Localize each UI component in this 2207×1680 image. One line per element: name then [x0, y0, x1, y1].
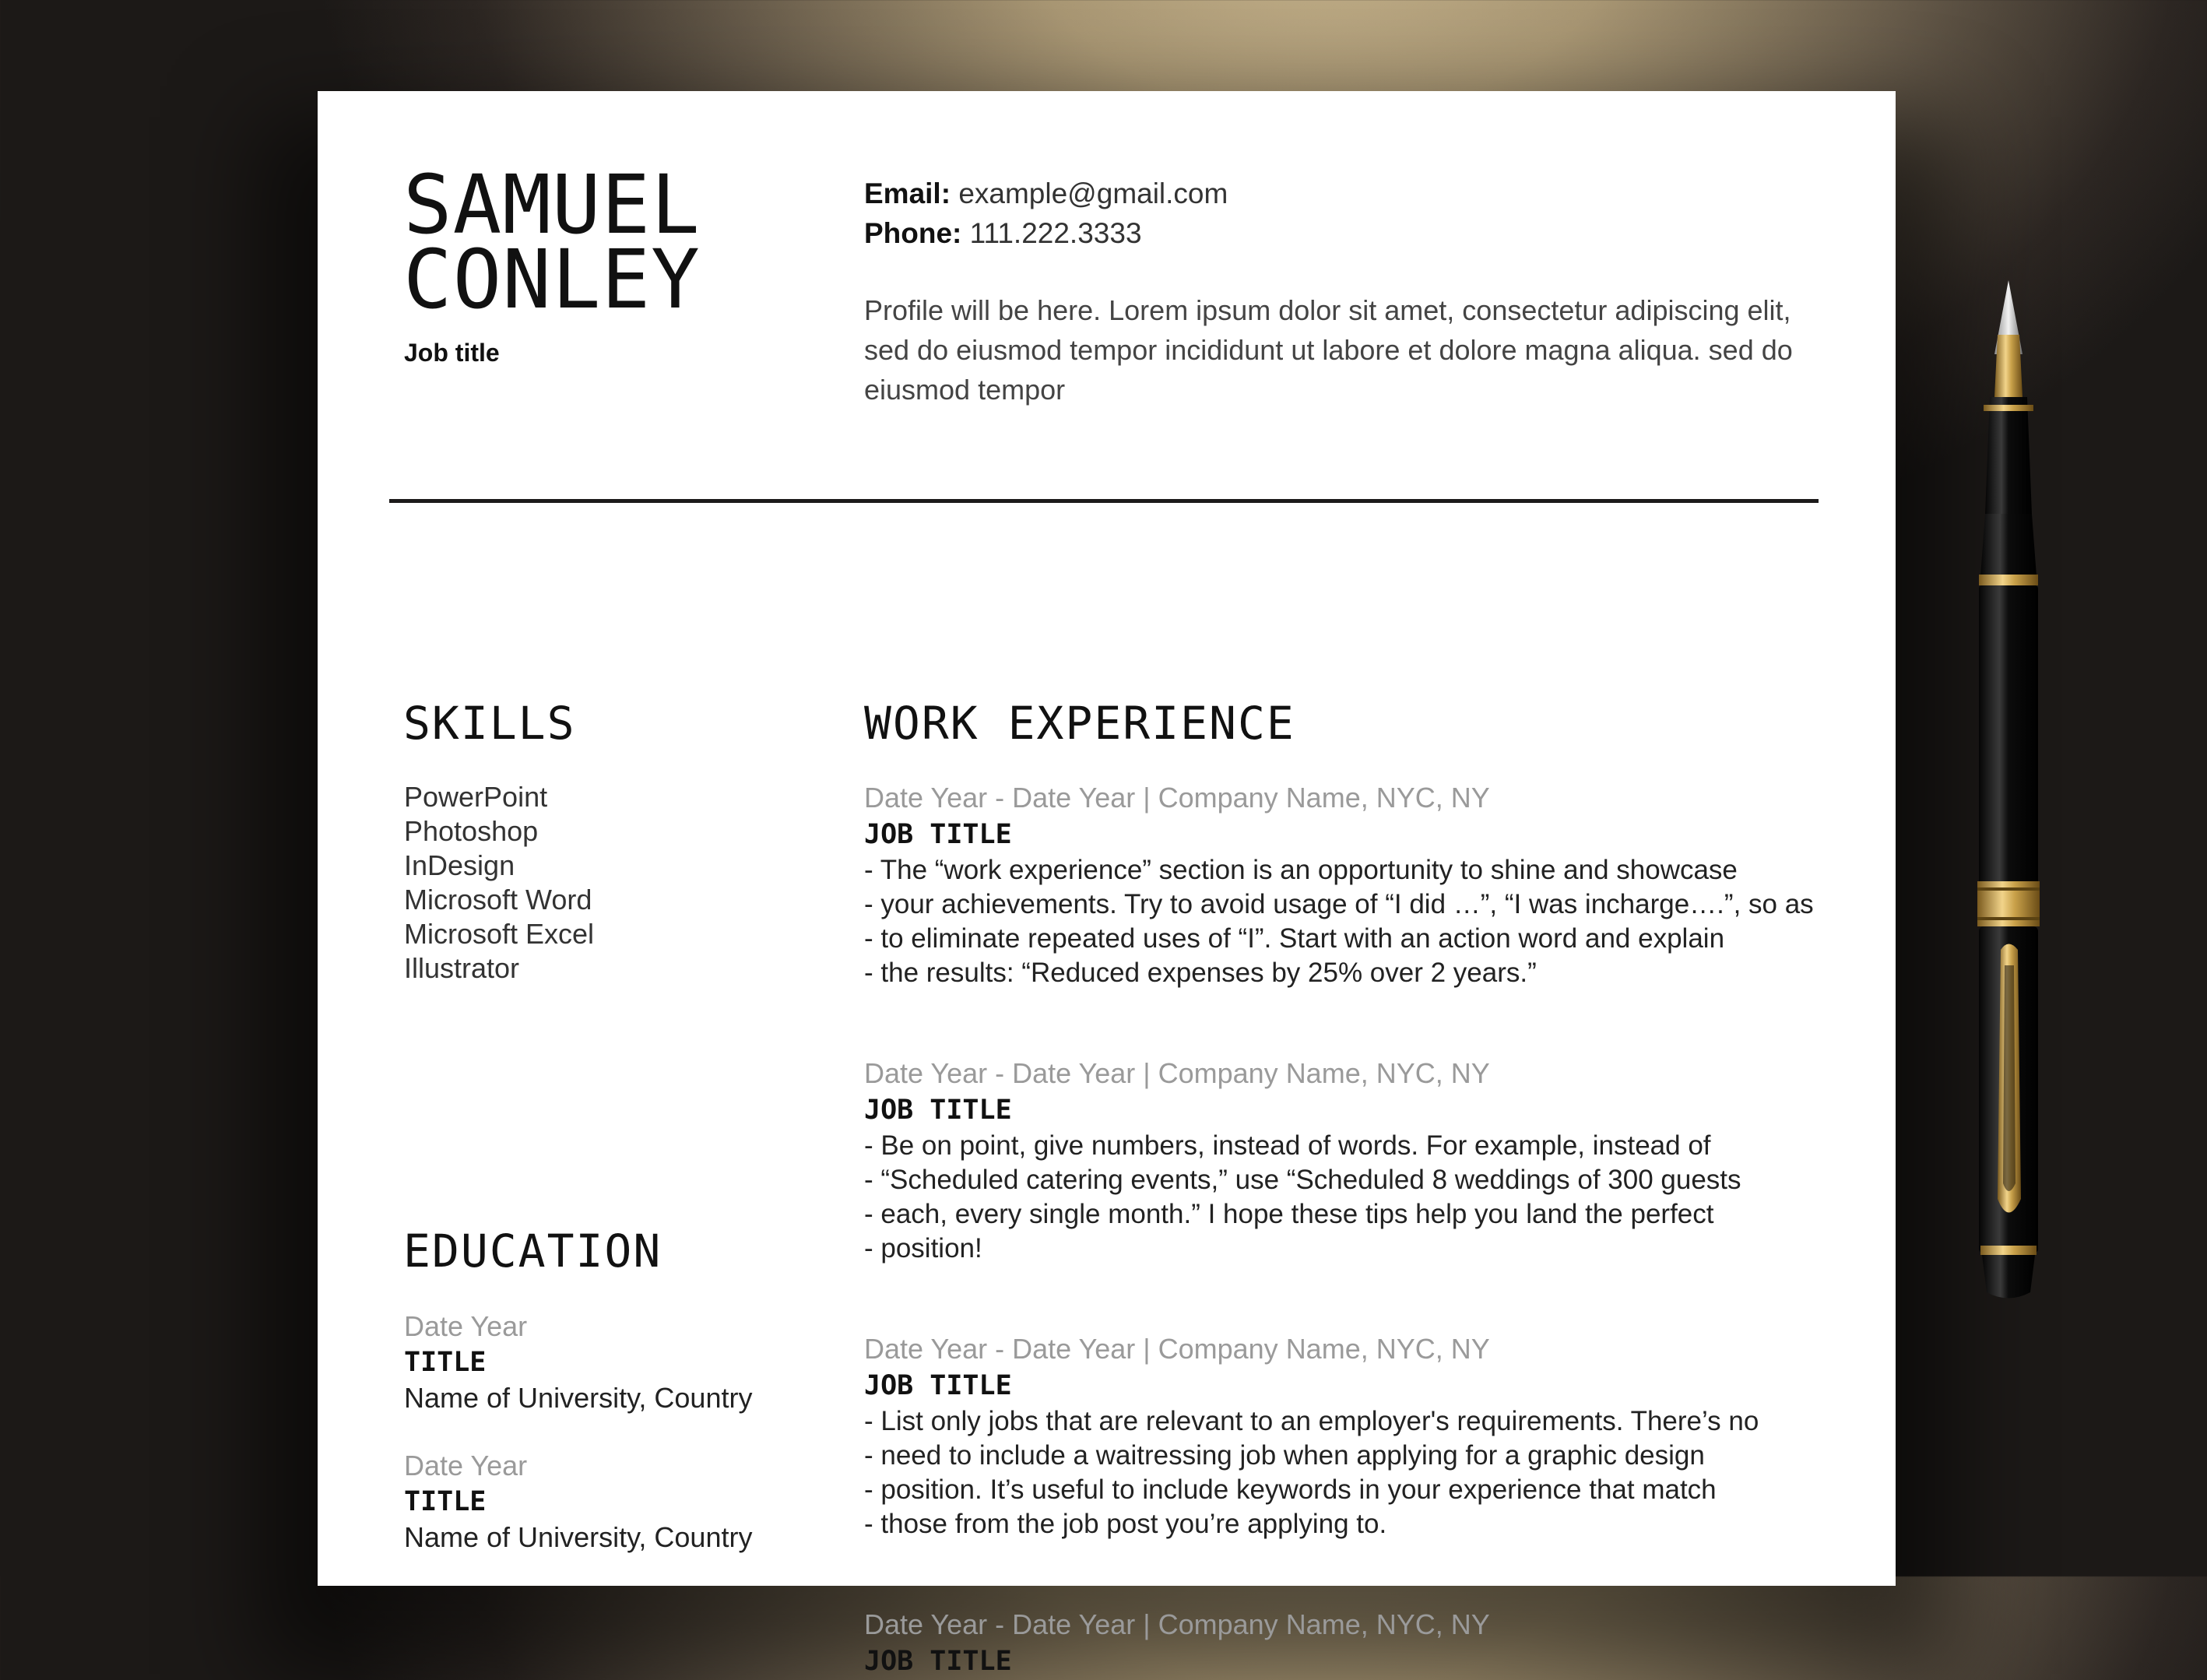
last-name: CONLEY: [403, 232, 701, 327]
first-name: SAMUEL: [403, 157, 701, 252]
work-heading: WORK EXPERIENCE: [864, 697, 1295, 750]
job-bullet: - each, every single month.” I hope these tips help you land the perfect: [864, 1199, 1714, 1229]
job-title: JOB TITLE: [864, 1095, 1012, 1126]
job-meta: Date Year - Date Year | Company Name, NYC, NY: [864, 1333, 1490, 1365]
header-job-title: Job title: [404, 339, 500, 367]
job-entry: [864, 1331, 1845, 1541]
job-bullets: [864, 1129, 1845, 1266]
skills-heading: SKILLS: [403, 697, 576, 750]
candidate-name: [403, 157, 839, 327]
skill-item: InDesign: [404, 849, 515, 881]
job-entry: [864, 780, 1845, 990]
education-school: Name of University, Country: [404, 1382, 753, 1414]
education-entry: [404, 1448, 752, 1555]
education-title: TITLE: [404, 1347, 487, 1378]
email-row: [864, 174, 1228, 213]
education-date: Date Year: [404, 1450, 528, 1481]
skill-item: Photoshop: [404, 815, 539, 847]
education-entry: [404, 1309, 752, 1416]
skill-item: PowerPoint: [404, 781, 548, 813]
profile-summary: Profile will be here. Lorem ipsum dolor sit amet, consectetur adipiscing elit, sed do eiusmod tempor incididunt ut labore et dolore magna aliqua. sed do eiusmod tempor: [864, 294, 1793, 406]
resume-page: [318, 91, 1896, 1677]
job-bullet: - the results: “Reduced expenses by 25% over 2 years.”: [864, 958, 1537, 988]
job-bullet: - position!: [864, 1233, 982, 1264]
job-bullets: [864, 1404, 1845, 1541]
education-date: Date Year: [404, 1310, 528, 1342]
job-bullet: - need to include a waitressing job when applying for a graphic design: [864, 1440, 1705, 1471]
job-bullet: - Be on point, give numbers, instead of words. For example, instead of: [864, 1130, 1711, 1161]
job-title: JOB TITLE: [864, 1370, 1012, 1401]
phone-row: [864, 213, 1228, 253]
education-school: Name of University, Country: [404, 1521, 753, 1553]
job-meta: Date Year - Date Year | Company Name, NYC, NY: [864, 1057, 1490, 1089]
education-title: TITLE: [404, 1486, 487, 1517]
skill-item: Illustrator: [404, 952, 520, 984]
job-bullet: - List only jobs that are relevant to an employer's requirements. There’s no: [864, 1406, 1759, 1436]
section-divider: [389, 499, 1819, 503]
job-bullet: - The “work experience” section is an opportunity to shine and showcase: [864, 855, 1738, 885]
job-meta: Date Year - Date Year | Company Name, NYC, NY: [864, 1608, 1490, 1640]
job-bullet: - to eliminate repeated uses of “I”. Start with an action word and explain: [864, 923, 1725, 954]
job-entry: [864, 1056, 1845, 1266]
email-value: example@gmail.com: [958, 177, 1228, 209]
job-title: JOB TITLE: [864, 1646, 1012, 1677]
job-meta: Date Year - Date Year | Company Name, NYC, NY: [864, 782, 1490, 814]
fountain-pen-icon: [1946, 280, 2071, 1308]
skill-item: Microsoft Word: [404, 884, 592, 916]
phone-value: 111.222.3333: [969, 217, 1142, 249]
job-bullet: - your achievements. Try to avoid usage of “I did …”, “I was incharge….”, so as: [864, 889, 1814, 919]
skills-list: [404, 780, 594, 986]
job-bullet: - “Scheduled catering events,” use “Scheduled 8 weddings of 300 guests: [864, 1165, 1741, 1195]
phone-label: Phone:: [864, 217, 962, 249]
skill-item: Microsoft Excel: [404, 918, 595, 950]
job-bullet: - those from the job post you’re applying to.: [864, 1509, 1387, 1539]
email-label: Email:: [864, 177, 951, 209]
contact-block: [864, 174, 1228, 253]
job-bullets: [864, 853, 1845, 990]
job-bullet: - position. It’s useful to include keywords in your experience that match: [864, 1474, 1717, 1505]
job-entry: [864, 1607, 1845, 1680]
education-heading: EDUCATION: [403, 1225, 662, 1278]
job-title: JOB TITLE: [864, 819, 1012, 850]
